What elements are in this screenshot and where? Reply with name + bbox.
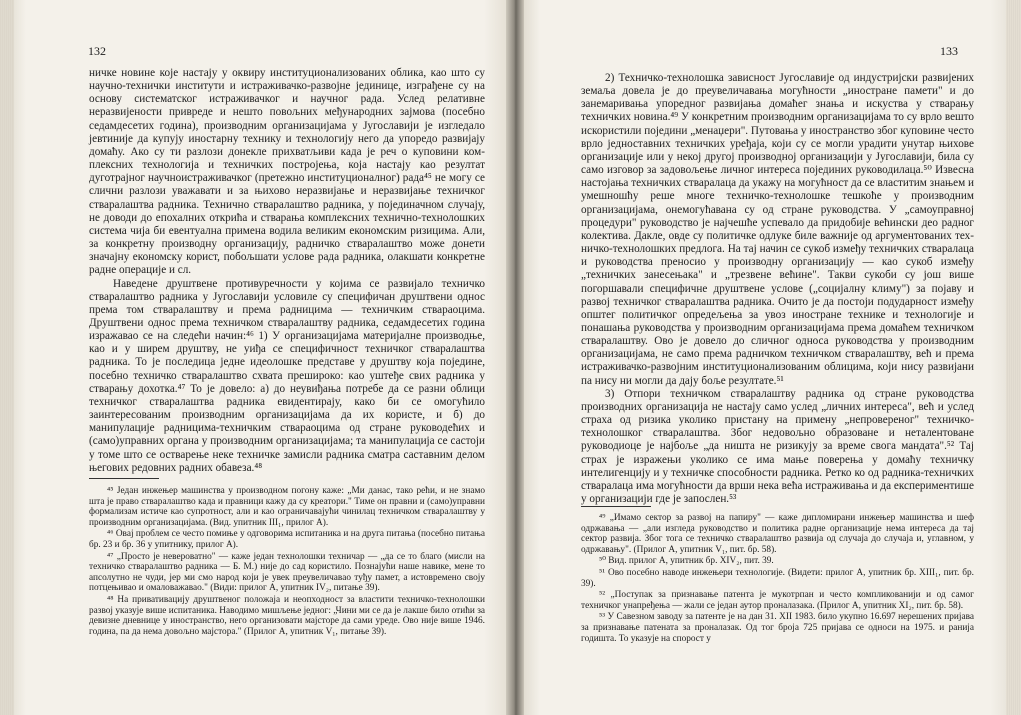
footnote: ⁴⁵ Један инжењер машинства у производном погону каже: „Ми данас, тако рећи, и не знамо шта је право стваралаштво када и правници кажу да су креатори." Тиме он правни и (само)управни формализам истиче као супротност, али и као ограничавајући чинилац техничком стваралаштву у производним организацијама. (Вид. упитник III₁, прилог А).	[89, 486, 485, 528]
footnote: ⁵¹ Ово посебно наводе инжењери технологије. (Видети: прилог А, упитник бр. XIII₁, пит. бр. 39).	[581, 567, 974, 589]
footnote-divider	[89, 478, 159, 479]
paragraph: Наведене друштвене противуречности у којима се развијало техничко стваралаштво радника у Југославији условиле су специфичан друштвени однос према том стваралаштву и према радницима — техничким ствараоцима. Друштвени однос према техничком стваралаштву радника, седамдесетих година изражавао се на следећи начин:⁴⁶ 1) У организацијама материјалне производње, као и у ширем друштву, не уиђа се специфичност техничког стваралаштва радника. То је последица једне идеолошке представе у друштву која поједине, посебно техничко стваралаштво схвата прешироко: као уштеђе свих радника у стварању дохотка.⁴⁷ То је довело: а) до неувиђања потребе да се разни облици техничког стваралаштва радника евидентирају, како би се омогућило заинтересованим производним организацијама да их користе, и б) до манипулације радницима-техничким ствараоцима од стране руководећих и (само)управних органа у производним организацијама; та манипулација се састоји у томе што се остварење неке техничке замисли радника сматра саставним делом његових редовних радних обавеза.⁴⁸	[89, 277, 485, 474]
right-page	[524, 0, 1006, 715]
footnote: ⁵³ У Савезном заводу за патенте је на дан 31. XII 1983. било укупно 16.697 нерешених пријава за признавање патената за проналазак. Од тог броја 725 пријава се односи на 1975. и ранија годишта. То указује на спорост у	[581, 612, 974, 644]
paragraph: 3) Отпори техничком стваралаштву радника од стране руководства производних организација не настају само услед „личних интереса", већ и услед страха од ризика уколико пристану на примену „непровереног" техничко-технолошког стваралаштва. Због недовољно образоване и неталентоване руководиоце је најбоље „да ништа не ризикују за време свога мандата".⁵² Тај страх је изражењи уколико се има мање поверења у домаћу техничку интелигенцију и у техничке способности радника. Ретко ко од радника-техничких стваралаца има могућности да врши нека већа истраживања и да експериментише у организацији где је запослен.⁵³	[581, 387, 974, 505]
footnote: ⁴⁸ На привативацију друштвеног положаја и неопходност за властити техничко-технолошки развој указује више испитаника. Наводимо мишљење једног: „Чини ми се да је лакше било отићи за девизне дневнице у иностранство, него организовати мајсторе да сами уреде. Ово није више 1946. година, па да нема довољно мајстора." (Прилог А, упитник V₁, питање 39).	[89, 594, 485, 637]
book-gutter	[506, 0, 524, 715]
page-number: 132	[88, 44, 106, 58]
body-text	[89, 67, 485, 475]
footnote-divider	[581, 506, 651, 507]
footnote: ⁵⁰ Вид. прилог А, упитник бр. XIV₂, пит. 39.	[599, 556, 774, 567]
left-page	[14, 0, 506, 715]
page-number: 133	[940, 44, 958, 58]
footnote: ⁴⁹ „Имамо сектор за развој на папиру" — каже дипломирани инжењер машинства и шеф одржавања — „али изгледа руководство и политика радне организације нема интереса да тај сектор развија. Због тога се техничко стваралаштво развија од случаја до случаја и, углавном, у одржавању". (Прилог А, упитник V₁, пит. бр. 58).	[581, 513, 974, 555]
paragraph: ничке новине које настају у оквиру институционализованих облика, као што су научно-технички институти и истраживачко-развојне јединице, изграђене су на основу систематског истраживачког и научног рада. Услед релативне неразвијености привреде и нешто повољних међународних зајмова (посебно седамдесетих година), производним организацијама у Југославији је изгледало јевтиније да купују иностарну технику и технологију него да упоредо развијају домаћу. Ако су ти разлози донекле прихватљиви када је реч о куповини комплексних технологија и техничких постројења, која настају као резултат дуготрајног научноистраживачког (претежно институционалног) рада⁴⁵ не могу се слични разлози уважавати и за њихово неразвијање и неразвијање техничког стваралаштва радника. Технично стваралаштво радника, у појединачном случају, не доводи до епохалних открића и стварања комплексних технично-технолошких система чија би евентуална примена водила великим економским ризицима. Али, за конкретну производну организацију, радничко стваралаштво може донети значајну економску корист, побољшати услове рада радника, олакшати конкретне радне операције и сл.	[89, 67, 485, 277]
book-edge-left	[0, 0, 14, 715]
book-edge-right	[1006, 0, 1021, 715]
paragraph: 2) Техничко-технолошка зависност Југославије од индустријски развијених земаља довела је до преувеличавања могућности „иностране памети" и до занемаривања упоредног развијања домаћег знања и искуства у стварању техничких новина.⁴⁹ У конкретним производним организацијама то су врло вешто искористили поједини „менаџери". Путовања у иностранство због куповине често врло једноставних техничких уређаја, који су се могли урадити унутар њихове организације или у некој другој производној организацији у Југославији, била су само изговор за задовољење личног интереса појединих руководилаца.⁵⁰ Извесна настојања техничких стваралаца да укажу на могућност да се властитим знањем и умешношћу реше многе техничко-технолошке тешкоће у производним организацијама, онемогућавана су од стране руководства. У „самоуправној процедури" руководство је најчешће успевало да придобије већински део радног колектива. Дакле, овде су политичке одлуке биле важније од аргументованих техничко-технолошких предлога. На тај начин се сукоб између техничких стваралаца и руководства преносио у производну организацију — као сукоб између „техничких занесењака" и „трезвене већине". Такви сукоби су још више погоршавали специфичне друштвене услове („социјалну климу") за појаву и развој техничког стваралаштва радника. Очито је да постоји подударност између општег политичког опредељења за увоз иностране технике и технологије и понашања руководства у производним организацијама према домаћем техничком стваралаштву. Ово је довело до сличног односа руководства у производним организацијама, не само према радничком техничком стваралаштву, већ и према истраживачко-развојним институционализованим облицима, који нису развијани па нису ни могли да дају боље резултате.⁵¹	[581, 72, 974, 387]
footnotes	[581, 513, 974, 645]
body-text	[581, 72, 974, 506]
footnote: ⁵² „Поступак за признавање патента је мукотрпан и често компликованији и од самог техничког унапређења — жали се један аутор проналазака. (Прилог А, упитник XI₂, пит. бр. 58).	[581, 590, 974, 611]
footnotes	[89, 486, 485, 638]
footnote: ⁴⁶ Овај проблем се често помиње у одговорима испитаника и на друга питања (посебно питања бр. 23 и бр. 36 у упитнику, прилог А).	[89, 529, 485, 550]
footnote: ⁴⁷ „Просто је невероватно" — каже један технолошки техничар — „да се то благо (мисли на техничко стваралаштво радника — Б. М.) није до сад користило. Познајући наше навике, мене то апсолутно не чуди, јер ми смо народ који је увек преувеличавао туђу памет, а истовремено своју потцењивао и омаловажавао." (Види: прилог А, упитник IV₂, питање 39).	[89, 551, 485, 594]
